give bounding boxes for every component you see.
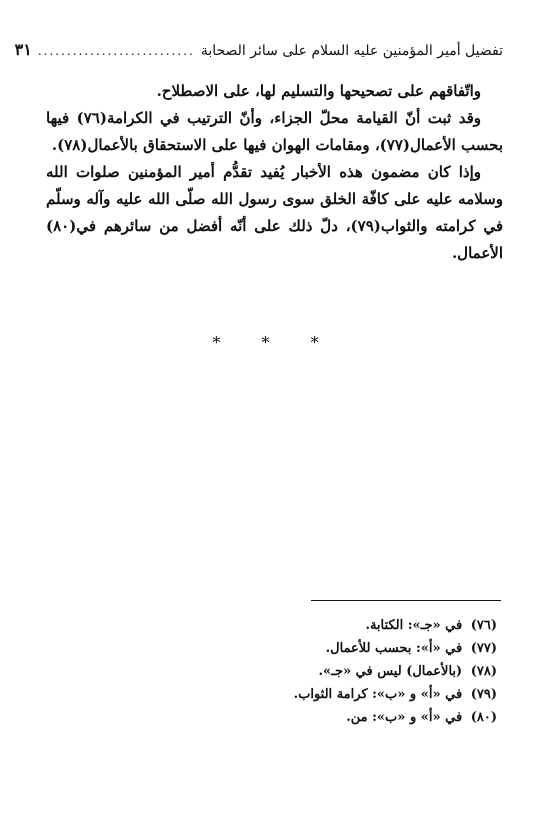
footnotes [100, 614, 497, 729]
footnote-77 [100, 637, 497, 660]
running-head-title: تفضيل أمير المؤمنين عليه السلام على سائر الصحابة [200, 43, 503, 59]
body-text [46, 78, 503, 267]
paragraph-3: وإذا كان مضمون هذه الأخبار يُفيد تقدُّم أمير المؤمنين صلوات الله وسلامه عليه على كافّة الخلق سوى رسول الله صلّى الله عليه وآله وسلّم في كرامته والثواب(٧٩)، دلّ ذلك على أنّه أفضل من سائرهم في(٨٠) الأعمال. [46, 163, 504, 262]
paragraph-1: واتّفاقهم على تصحيحها والتسليم لها، على الاصطلاح. [156, 82, 481, 100]
footnote-number: (٨٠) [470, 710, 497, 725]
footnote-text: في «أ» و «ب»: كرامة الثواب. [293, 687, 463, 702]
running-head [14, 40, 503, 62]
footnote-text: في «أ» و «ب»: من. [346, 710, 463, 725]
footnote-number: (٧٩) [470, 687, 497, 702]
page-number: ٣١ [14, 40, 32, 59]
footnote-76 [100, 614, 497, 637]
section-separator: * * * [212, 333, 337, 352]
footnote-text: في «جـ»: الكتابة. [365, 618, 463, 633]
footnote-rule [311, 600, 501, 601]
paragraph-2: وقد ثبت أنّ القيامة محلّ الجزاء، وأنّ الترتيب في الكرامة(٧٦) فيها بحسب الأعمال(٧٧)، ومقامات الهوان فيها على الاستحقاق بالأعمال(٧٨). [46, 109, 503, 154]
footnote-number: (٧٧) [470, 641, 497, 656]
leader-dots: ........................... [37, 44, 195, 58]
footnote-79 [100, 683, 497, 706]
footnote-number: (٧٨) [470, 664, 497, 679]
footnote-number: (٧٦) [470, 618, 497, 633]
footnote-text: في «أ»: بحسب للأعمال. [325, 641, 463, 656]
footnote-80 [100, 706, 497, 729]
footnote-text: (بالأعمال) ليس في «جـ». [318, 664, 463, 679]
footnote-78 [100, 660, 497, 683]
